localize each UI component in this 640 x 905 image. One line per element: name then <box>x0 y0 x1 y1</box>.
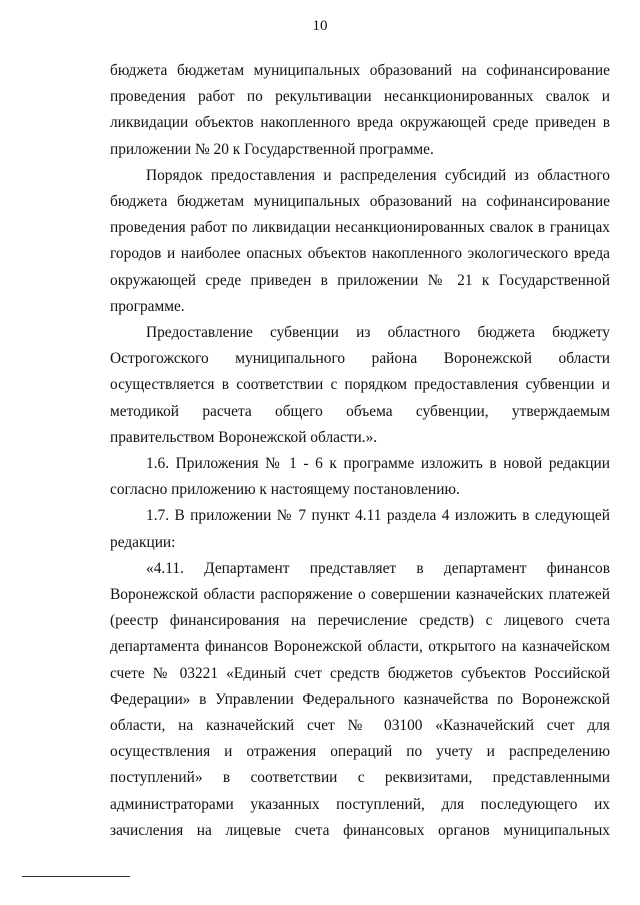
text-line: департамента финансов Воронежской области, открытого на казначейском <box>110 638 610 656</box>
text-line: 1.6. Приложения № 1 - 6 к программе изложить в новой редакции <box>146 455 610 473</box>
text-line: проведения работ по рекультивации несанкционированных свалок и <box>110 88 610 106</box>
paragraph <box>110 163 610 320</box>
text-line: методикой расчета общего объема субвенции, утверждаемым <box>110 402 610 420</box>
text-line: Воронежской области распоряжение о совершении казначейских платежей <box>110 586 610 604</box>
text-line: Предоставление субвенции из областного бюджета бюджету <box>146 324 610 342</box>
paragraph <box>110 556 610 844</box>
text-line: поступлений» в соответствии с реквизитами, представленными <box>110 769 610 787</box>
text-line: «4.11. Департамент представляет в департамент финансов <box>146 559 610 577</box>
text-line: бюджета бюджетам муниципальных образований на софинансирование <box>110 193 610 211</box>
text-line: правительством Воронежской области.». <box>110 428 378 446</box>
text-line: осуществляется в соответствии с порядком предоставления субвенции и <box>110 376 610 394</box>
text-line: приложении № 20 к Государственной программе. <box>110 140 434 158</box>
text-line: 1.7. В приложении № 7 пункт 4.11 раздела 4 изложить в следующей <box>146 507 610 525</box>
text-line: бюджета бюджетам муниципальных образований на софинансирование <box>110 62 610 79</box>
footer-divider <box>22 876 130 877</box>
text-line: программе. <box>110 297 185 315</box>
text-line: (реестр финансирования на перечисление средств) с лицевого счета <box>110 612 610 630</box>
text-line: Порядок предоставления и распределения субсидий из областного <box>146 166 610 184</box>
text-line: проведения работ по ликвидации несанкционированных свалок в границах <box>110 219 610 237</box>
page-number: 10 <box>312 18 328 34</box>
text-line: счете № 03221 «Единый счет средств бюджетов субъектов Российской <box>110 664 610 682</box>
text-line: осуществления и отражения операций по учету и распределению <box>110 743 610 761</box>
text-line: редакции: <box>110 533 176 551</box>
text-line: ликвидации объектов накопленного вреда окружающей среде приведен в <box>110 114 610 132</box>
text-line: окружающей среде приведен в приложении № 21 к Государственной <box>110 271 610 289</box>
paragraph <box>110 320 610 451</box>
paragraph <box>110 503 610 555</box>
text-line: городов и наиболее опасных объектов накопленного экологического вреда <box>110 245 610 263</box>
text-line: Острогожского муниципального района Воронежской области <box>110 350 610 368</box>
paragraph <box>110 451 610 503</box>
paragraph <box>110 58 610 163</box>
text-line: зачисления на лицевые счета финансовых органов муниципальных <box>110 821 610 839</box>
text-line: Федерации» в Управлении Федерального казначейства по Воронежской <box>110 690 610 708</box>
document-body <box>110 58 610 844</box>
text-line: администраторами указанных поступлений, для последующего их <box>110 795 610 813</box>
text-line: согласно приложению к настоящему постановлению. <box>110 481 460 499</box>
text-line: области, на казначейский счет № 03100 «Казначейский счет для <box>110 717 610 735</box>
